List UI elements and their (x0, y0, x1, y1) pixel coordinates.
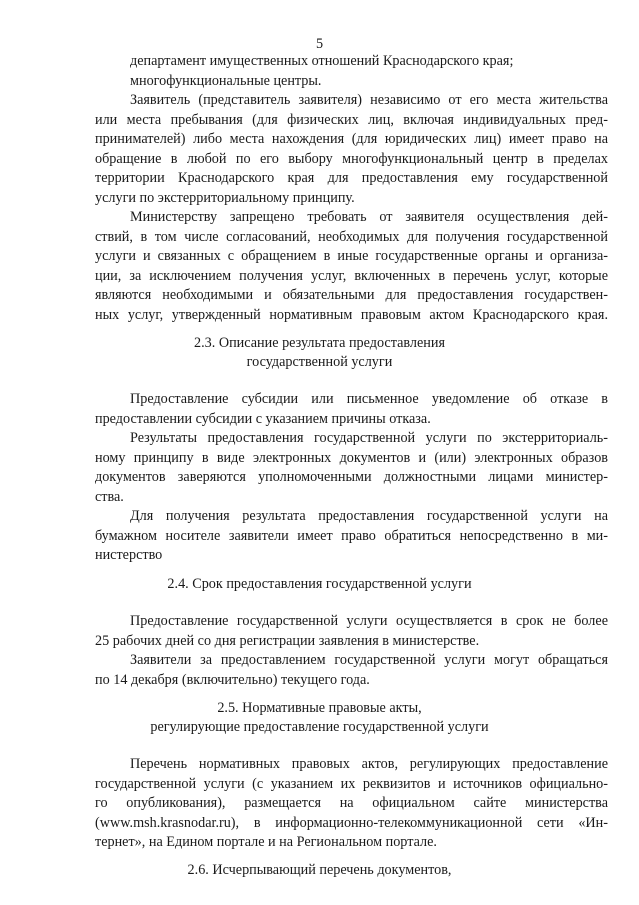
text-line: услуги по экстерриториальному принципу. (95, 190, 355, 206)
section-heading-line: 2.3. Описание результата предоставления (194, 335, 445, 351)
text-line: Перечень нормативных правовых актов, регулирующих предоставление (130, 756, 608, 772)
section-heading-line: государственной услуги (246, 354, 393, 370)
page-number: 5 (315, 36, 324, 52)
text-line: ции, за исключением получения услуг, включенных в перечень услуг, которые (95, 268, 608, 284)
text-line: тернет», на Едином портале и на Региональном портале. (95, 834, 437, 850)
text-line: по 14 декабря (включительно) текущего года. (95, 672, 370, 688)
text-line: ному принципу в виде электронных документов и (или) электронных образов (95, 450, 608, 466)
text-line: департамент имущественных отношений Краснодарского края; (130, 53, 514, 69)
text-line: принимателей) либо места нахождения (для юридических лиц) имеет право на (95, 131, 608, 147)
text-line: обращение в любой по его выбору многофункциональный центр в пределах (95, 151, 608, 167)
text-line: Заявитель (представитель заявителя) независимо от его места жительства (130, 92, 608, 108)
text-line: являются необходимыми и обязательными для предоставления государствен- (95, 287, 608, 303)
text-line: Министерству запрещено требовать от заявителя осуществления дей- (130, 209, 608, 225)
text-line: Результаты предоставления государственной услуги по экстерриториаль- (130, 430, 608, 446)
text-line: ства. (95, 489, 124, 505)
text-line: Предоставление государственной услуги осуществляется в срок не более (130, 613, 608, 629)
text-line: ствий, в том числе согласований, необходимых для получения государственной (95, 229, 608, 245)
text-line: го опубликования), размещается на официальном сайте министерства (95, 795, 608, 811)
text-line: бумажном носителе заявители имеет право обратиться непосредственно в ми- (95, 528, 608, 544)
text-line: или места пребывания (для физических лиц, включая индивидуальных пред- (95, 112, 608, 128)
section-heading-line: регулирующие предоставление государственной услуги (150, 719, 489, 735)
text-line: предоставлении субсидии с указанием причины отказа. (95, 411, 431, 427)
text-line: Предоставление субсидии или письменное уведомление об отказе в (130, 391, 608, 407)
section-heading-line: 2.6. Исчерпывающий перечень документов, (187, 862, 452, 878)
text-line: государственной услуги (с указанием их реквизитов и источников официально- (95, 776, 608, 792)
text-line: 25 рабочих дней со дня регистрации заявления в министерстве. (95, 633, 480, 649)
section-heading-line: 2.5. Нормативные правовые акты, (217, 700, 422, 716)
text-line: нистерство (95, 547, 163, 563)
text-line: Для получения результата предоставления государственной услуги на (130, 508, 608, 524)
text-line: Заявители за предоставлением государственной услуги могут обращаться (130, 652, 608, 668)
text-line: территории Краснодарского края для предоставления ему государственной (95, 170, 608, 186)
text-line: ных услуг, утвержденный нормативным правовым актом Краснодарского края. (95, 307, 608, 323)
text-line: услуги и связанных с обращением в иные государственные органы и организа- (95, 248, 608, 264)
text-line: документов заверяются уполномоченными должностными лицами министер- (95, 469, 608, 485)
section-heading-line: 2.4. Срок предоставления государственной услуги (167, 576, 472, 592)
text-line: (www.msh.krasnodar.ru), в информационно-телекоммуникационной сети «Ин- (95, 815, 608, 831)
text-line: многофункциональные центры. (130, 73, 322, 89)
